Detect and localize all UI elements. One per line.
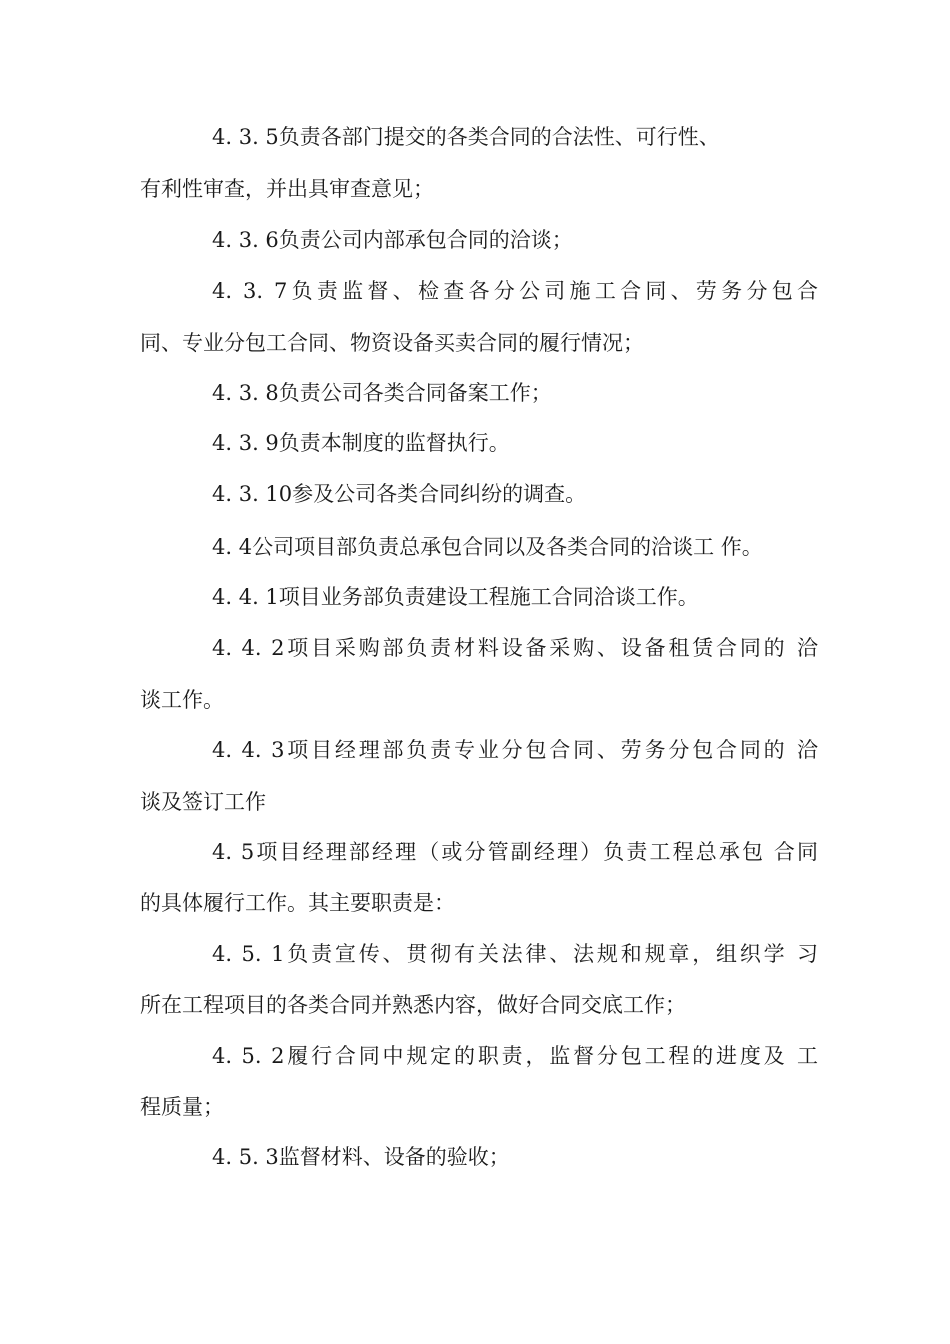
text-line-4-5-2-cont: 程质量； xyxy=(140,1095,224,1119)
text-line-4-4-2: 4. 4. 2项目采购部负责材料设备采购、设备租赁合同的 洽 xyxy=(212,636,818,660)
text-line-4-3-7: 4. 3. 7负责监督、检查各分公司施工合同、劳务分包合 xyxy=(212,279,818,303)
text-line-4-5-2: 4. 5. 2履行合同中规定的职责，监督分包工程的进度及 工 xyxy=(212,1044,818,1068)
text-line-4-4-1: 4. 4. 1项目业务部负责建设工程施工合同洽谈工作。 xyxy=(212,585,699,609)
text-line-4-3-8: 4. 3. 8负责公司各类合同备案工作； xyxy=(212,381,552,405)
text-line-4-3-10: 4. 3. 10参及公司各类合同纠纷的调查。 xyxy=(212,482,587,506)
text-line-4-5-1: 4. 5. 1负责宣传、贯彻有关法律、法规和规章，组织学 习 xyxy=(212,942,818,966)
text-line-4-3-6: 4. 3. 6负责公司内部承包合同的洽谈； xyxy=(212,228,573,252)
text-line-4-4-3-cont: 谈及签订工作 xyxy=(140,790,266,814)
text-line-4-5: 4. 5项目经理部经理（或分管副经理）负责工程总承包 合同 xyxy=(212,840,818,864)
text-line-4-3-7-cont: 同、专业分包工合同、物资设备买卖合同的履行情况； xyxy=(140,331,644,355)
text-line-4-4-2-cont: 谈工作。 xyxy=(140,688,224,712)
text-line-4-5-3: 4. 5. 3监督材料、设备的验收； xyxy=(212,1145,510,1169)
text-line-4-4: 4. 4公司项目部负责总承包合同以及各类合同的洽谈工 作。 xyxy=(212,535,763,559)
text-line-4-3-5-cont: 有利性审查，并出具审查意见； xyxy=(140,177,434,201)
text-line-4-3-9: 4. 3. 9负责本制度的监督执行。 xyxy=(212,431,510,455)
text-line-4-4-3: 4. 4. 3项目经理部负责专业分包合同、劳务分包合同的 洽 xyxy=(212,738,818,762)
text-line-4-3-5: 4. 3. 5负责各部门提交的各类合同的合法性、可行性、 xyxy=(212,125,720,149)
text-line-4-5-cont: 的具体履行工作。其主要职责是： xyxy=(140,891,455,915)
text-line-4-5-1-cont: 所在工程项目的各类合同并熟悉内容，做好合同交底工作； xyxy=(140,993,686,1017)
